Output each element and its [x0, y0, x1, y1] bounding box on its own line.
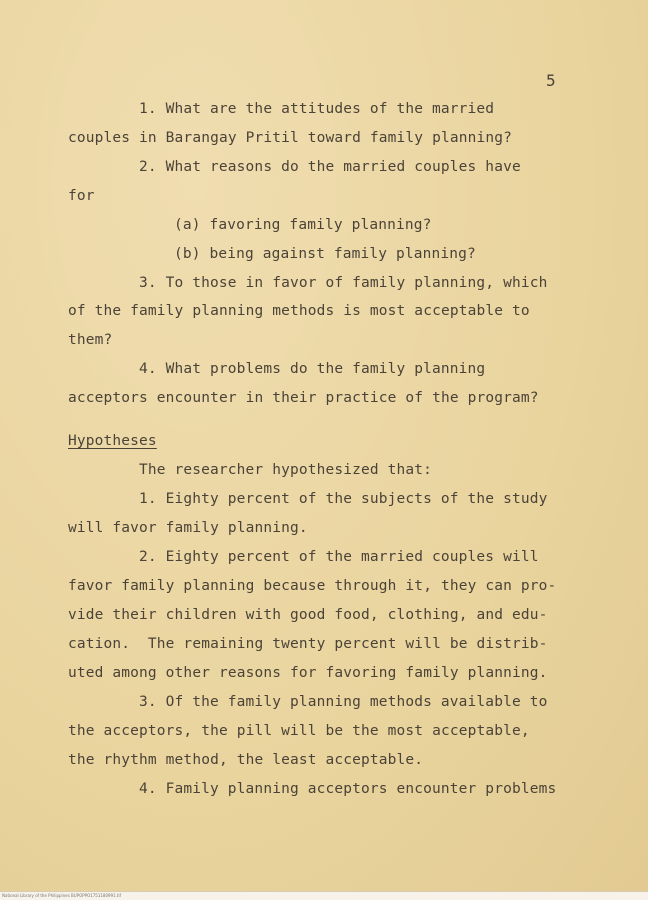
hypothesis-2-line-5: uted among other reasons for favoring family planning.: [68, 665, 548, 681]
hypothesis-1-line-1: 1. Eighty percent of the subjects of the study: [139, 491, 548, 507]
hypothesis-2-line-3: vide their children with good food, clothing, and edu-: [68, 607, 548, 623]
question-3-line-2: of the family planning methods is most acceptable to: [68, 303, 530, 319]
question-1-line-1: 1. What are the attitudes of the married: [139, 101, 495, 117]
question-3-line-3: them?: [68, 332, 113, 348]
hypothesis-1-line-2: will favor family planning.: [68, 520, 308, 536]
hypothesis-3-line-3: the rhythm method, the least acceptable.: [68, 752, 424, 768]
question-2-sub-a: (a) favoring family planning?: [174, 217, 432, 233]
question-4-line-2: acceptors encounter in their practice of the program?: [68, 390, 539, 406]
question-2-line-1: 2. What reasons do the married couples have: [139, 159, 521, 175]
hypothesis-4-line-1: 4. Family planning acceptors encounter problems: [139, 781, 557, 797]
question-2-sub-b: (b) being against family planning?: [174, 246, 476, 262]
hypothesis-2-line-4: cation. The remaining twenty percent will be distrib-: [68, 636, 548, 652]
question-4-line-1: 4. What problems do the family planning: [139, 361, 486, 377]
archive-footer: National Library of the Philippines BUPOPPO1751180991.tif: [0, 891, 648, 900]
hypothesis-2-line-1: 2. Eighty percent of the married couples will: [139, 549, 539, 565]
question-2-line-2: for: [68, 188, 95, 204]
hypothesis-2-line-2: favor family planning because through it, they can pro-: [68, 578, 557, 594]
hypothesis-3-line-1: 3. Of the family planning methods available to: [139, 694, 548, 710]
question-1-line-2: couples in Barangay Pritil toward family planning?: [68, 130, 512, 146]
hypothesis-3-line-2: the acceptors, the pill will be the most acceptable,: [68, 723, 530, 739]
hypotheses-heading: Hypotheses: [68, 433, 157, 449]
page-number: 5: [546, 71, 556, 90]
hypotheses-intro: The researcher hypothesized that:: [139, 462, 433, 478]
question-3-line-1: 3. To those in favor of family planning, which: [139, 275, 548, 291]
